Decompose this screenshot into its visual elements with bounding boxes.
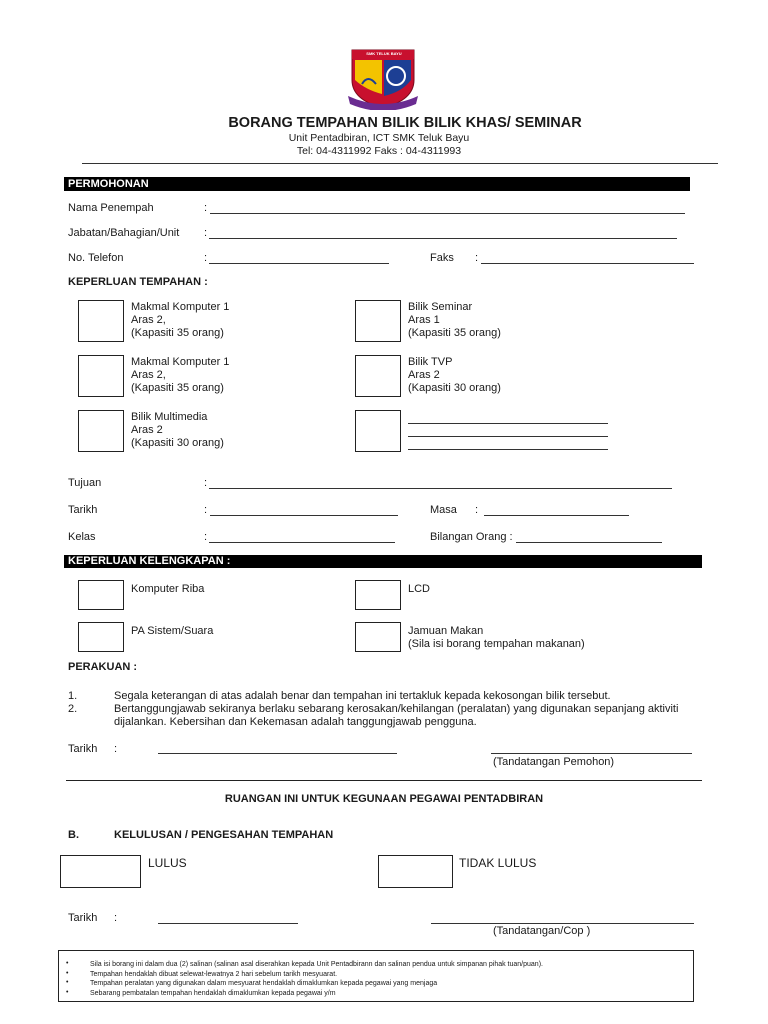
note-bullet-1: • bbox=[66, 960, 69, 967]
section-kelengkapan-heading: KEPERLUAN KELENGKAPAN : bbox=[64, 555, 702, 568]
tarikh-colon: : bbox=[204, 504, 208, 516]
jabatan-label: Jabatan/Bahagian/Unit bbox=[68, 227, 180, 239]
perakuan-item-2-num: 2. bbox=[68, 703, 78, 715]
checkbox-lcd[interactable] bbox=[355, 580, 401, 610]
pemohon-signature-label: (Tandatangan Pemohon) bbox=[493, 756, 615, 768]
faks-label: Faks bbox=[430, 252, 454, 264]
jamuan-makan-label: Jamuan Makan bbox=[408, 625, 484, 637]
note-bullet-3: • bbox=[66, 979, 69, 986]
tidak-lulus-label: TIDAK LULUS bbox=[459, 856, 537, 870]
logo-text: SMK TELUK BAYU bbox=[366, 51, 402, 56]
bilangan-field[interactable] bbox=[516, 542, 662, 543]
tujuan-label: Tujuan bbox=[68, 477, 102, 489]
perakuan-heading: PERAKUAN : bbox=[68, 661, 138, 673]
checkbox-bilik-seminar[interactable] bbox=[355, 300, 401, 342]
form-title: BORANG TEMPAHAN BILIK BILIK KHAS/ SEMINAR bbox=[228, 115, 582, 131]
nama-colon: : bbox=[204, 202, 208, 214]
header-divider bbox=[82, 163, 718, 164]
lulus-label: LULUS bbox=[148, 856, 187, 870]
checkbox-bilik-multimedia[interactable] bbox=[78, 410, 124, 452]
telefon-label: No. Telefon bbox=[68, 252, 124, 264]
telefon-field[interactable] bbox=[209, 263, 389, 264]
kelas-field[interactable] bbox=[209, 542, 395, 543]
nama-label: Nama Penempah bbox=[68, 202, 154, 214]
checkbox-makmal-1b[interactable] bbox=[78, 355, 124, 397]
tujuan-colon: : bbox=[204, 477, 208, 489]
section-b-number: B. bbox=[68, 829, 79, 841]
form-contact: Tel: 04-4311992 Faks : 04-4311993 bbox=[296, 145, 462, 157]
tarikh-label: Tarikh bbox=[68, 504, 98, 516]
option-makmal-1b: Makmal Komputer 1 Aras 2, (Kapasiti 35 orang) bbox=[131, 356, 230, 394]
note-4: Sebarang pembatalan tempahan hendaklah dimaklumkan kepada pegawai y/m bbox=[90, 989, 336, 997]
komputer-riba-label: Komputer Riba bbox=[131, 583, 205, 595]
checkbox-komputer-riba[interactable] bbox=[78, 580, 124, 610]
option-makmal-1a: Makmal Komputer 1 Aras 2, (Kapasiti 35 orang) bbox=[131, 301, 230, 339]
section-permohonan-heading: PERMOHONAN bbox=[64, 177, 690, 191]
admin-divider bbox=[66, 780, 702, 781]
school-logo bbox=[346, 44, 420, 110]
bilangan-label: Bilangan Orang : bbox=[430, 531, 513, 543]
perakuan-tarikh-colon: : bbox=[114, 743, 118, 755]
faks-colon: : bbox=[475, 252, 479, 264]
perakuan-item-1-num: 1. bbox=[68, 690, 78, 702]
kelas-colon: : bbox=[204, 531, 208, 543]
faks-field[interactable] bbox=[481, 263, 694, 264]
perakuan-tarikh-label: Tarikh bbox=[68, 743, 98, 755]
pa-sistem-label: PA Sistem/Suara bbox=[131, 625, 214, 637]
checkbox-tidak-lulus[interactable] bbox=[378, 855, 453, 888]
option-bilik-tvp: Bilik TVP Aras 2 (Kapasiti 30 orang) bbox=[408, 356, 501, 394]
other-room-line-1[interactable] bbox=[408, 423, 608, 424]
pemohon-signature-line[interactable] bbox=[491, 753, 692, 754]
option-bilik-multimedia: Bilik Multimedia Aras 2 (Kapasiti 30 orang) bbox=[131, 411, 224, 449]
checkbox-makmal-1a[interactable] bbox=[78, 300, 124, 342]
note-1: Sila isi borang ini dalam dua (2) salinan (salinan asal diserahkan kepada Unit Pentadbirann dan salinan pendua untuk simpanan pihak tuan/puan). bbox=[90, 961, 543, 968]
note-3: Tempahan peralatan yang digunakan dalam mesyuarat hendaklah dimaklumkan kepada pegawai yang menjaga bbox=[90, 980, 438, 987]
tarikh-field[interactable] bbox=[210, 515, 398, 516]
checkbox-other-room[interactable] bbox=[355, 410, 401, 452]
masa-field[interactable] bbox=[484, 515, 629, 516]
checkbox-jamuan-makan[interactable] bbox=[355, 622, 401, 652]
lcd-label: LCD bbox=[408, 583, 431, 595]
other-room-line-3[interactable] bbox=[408, 449, 608, 450]
form-unit: Unit Pentadbiran, ICT SMK Teluk Bayu bbox=[288, 132, 470, 144]
option-bilik-seminar: Bilik Seminar Aras 1 (Kapasiti 35 orang) bbox=[408, 301, 501, 339]
checkbox-lulus[interactable] bbox=[60, 855, 141, 888]
masa-label: Masa bbox=[430, 504, 457, 516]
keperluan-tempahan-heading: KEPERLUAN TEMPAHAN : bbox=[68, 276, 208, 288]
note-bullet-2: • bbox=[66, 969, 69, 977]
perakuan-item-1: Segala keterangan di atas adalah benar dan tempahan ini tertakluk kepada kekosongan bilik tersebut. bbox=[114, 690, 611, 702]
nama-field[interactable] bbox=[210, 213, 685, 214]
section-b-title: KELULUSAN / PENGESAHAN TEMPAHAN bbox=[114, 829, 334, 841]
admin-tarikh-label: Tarikh bbox=[68, 912, 98, 924]
other-room-line-2[interactable] bbox=[408, 436, 608, 437]
admin-section-heading: RUANGAN INI UNTUK KEGUNAAN PEGAWAI PENTADBIRAN bbox=[224, 793, 544, 805]
admin-tarikh-colon: : bbox=[114, 912, 118, 924]
masa-colon: : bbox=[475, 504, 479, 516]
jabatan-field[interactable] bbox=[209, 238, 677, 239]
note-2: Tempahan hendaklah dibuat selewat-lewatnya 2 hari sebelum tarikh mesyuarat. bbox=[90, 970, 338, 978]
jabatan-colon: : bbox=[204, 227, 208, 239]
telefon-colon: : bbox=[204, 252, 208, 264]
admin-tarikh-field[interactable] bbox=[158, 923, 298, 924]
jamuan-makan-note: (Sila isi borang tempahan makanan) bbox=[408, 638, 585, 650]
checkbox-bilik-tvp[interactable] bbox=[355, 355, 401, 397]
admin-signature-line[interactable] bbox=[431, 923, 694, 924]
perakuan-item-2a: Bertanggungjawab sekiranya berlaku sebarang kerosakan/kehilangan (peralatan) yang digunakan sepanjang aktiviti bbox=[114, 703, 679, 715]
checkbox-pa-sistem[interactable] bbox=[78, 622, 124, 652]
note-bullet-4: • bbox=[66, 988, 69, 996]
kelas-label: Kelas bbox=[68, 531, 96, 543]
perakuan-item-2b: dijalankan. Kebersihan dan Kekemasan adalah tanggungjawab pengguna. bbox=[114, 716, 477, 728]
admin-signature-label: (Tandatangan/Cop ) bbox=[493, 925, 591, 937]
perakuan-tarikh-field[interactable] bbox=[158, 753, 397, 754]
tujuan-field[interactable] bbox=[209, 488, 672, 489]
